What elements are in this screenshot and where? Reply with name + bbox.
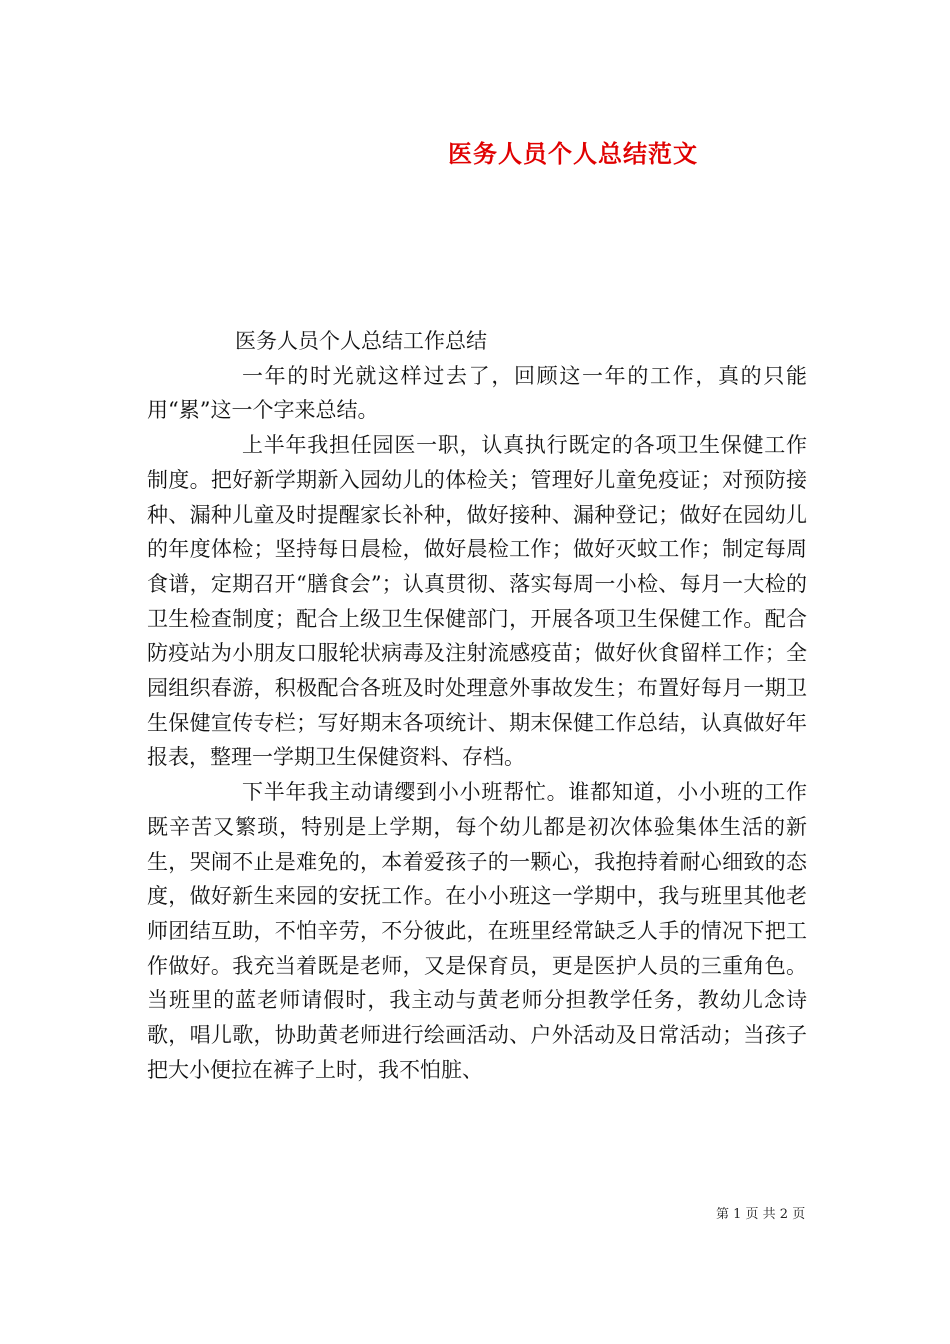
paragraph-intro: 一年的时光就这样过去了，回顾这一年的工作，真的只能用“累”这一个字来总结。 xyxy=(147,363,807,423)
paragraph-second-half-year: 下半年我主动请缨到小小班帮忙。谁都知道，小小班的工作既辛苦又繁琐，特别是上学期，每个幼儿都是初次体验集体生活的新生，哭闹不止是难免的，本着爱孩子的一颗心，我抱持着耐心细致的态度，做好新生来园的安抚工作。在小小班这一学期中，我与班里其他老师团结互助，不怕辛劳，不分彼此，在班里经常缺乏人手的情况下把工作做好。我充当着既是老师，又是保育员，更是医护人员的三重角色。当班里的蓝老师请假时，我主动与黄老师分担教学任务，教幼儿念诗歌，唱儿歌，协助黄老师进行绘画活动、户外活动及日常活动；当孩子把大小便拉在裤子上时，我不怕脏、 xyxy=(147,780,807,1082)
page-number-footer: 第 1 页 共 2 页 xyxy=(716,1207,806,1222)
paragraph-first-half-year: 上半年我担任园医一职，认真执行既定的各项卫生保健工作制度。把好新学期新入园幼儿的体检关；管理好儿童免疫证；对预防接种、漏种儿童及时提醒家长补种，做好接种、漏种登记；做好在园幼儿的年度体检；坚持每日晨检，做好晨检工作；做好灭蚊工作；制定每周食谱，定期召开“膳食会”；认真贯彻、落实每周一小检、每月一大检的卫生检查制度；配合上级卫生保健部门，开展各项卫生保健工作。配合防疫站为小朋友口服轮状病毒及注射流感疫苗；做好伙食留样工作；全园组织春游，积极配合各班及时处理意外事故发生；布置好每月一期卫生保健宣传专栏；写好期末各项统计、期末保健工作总结，认真做好年报表，整理一学期卫生保健资料、存档。 xyxy=(147,433,807,770)
document-body xyxy=(147,324,807,1087)
page-title: 医务人员个人总结范文 xyxy=(448,139,698,168)
section-heading: 医务人员个人总结工作总结 xyxy=(235,329,487,353)
